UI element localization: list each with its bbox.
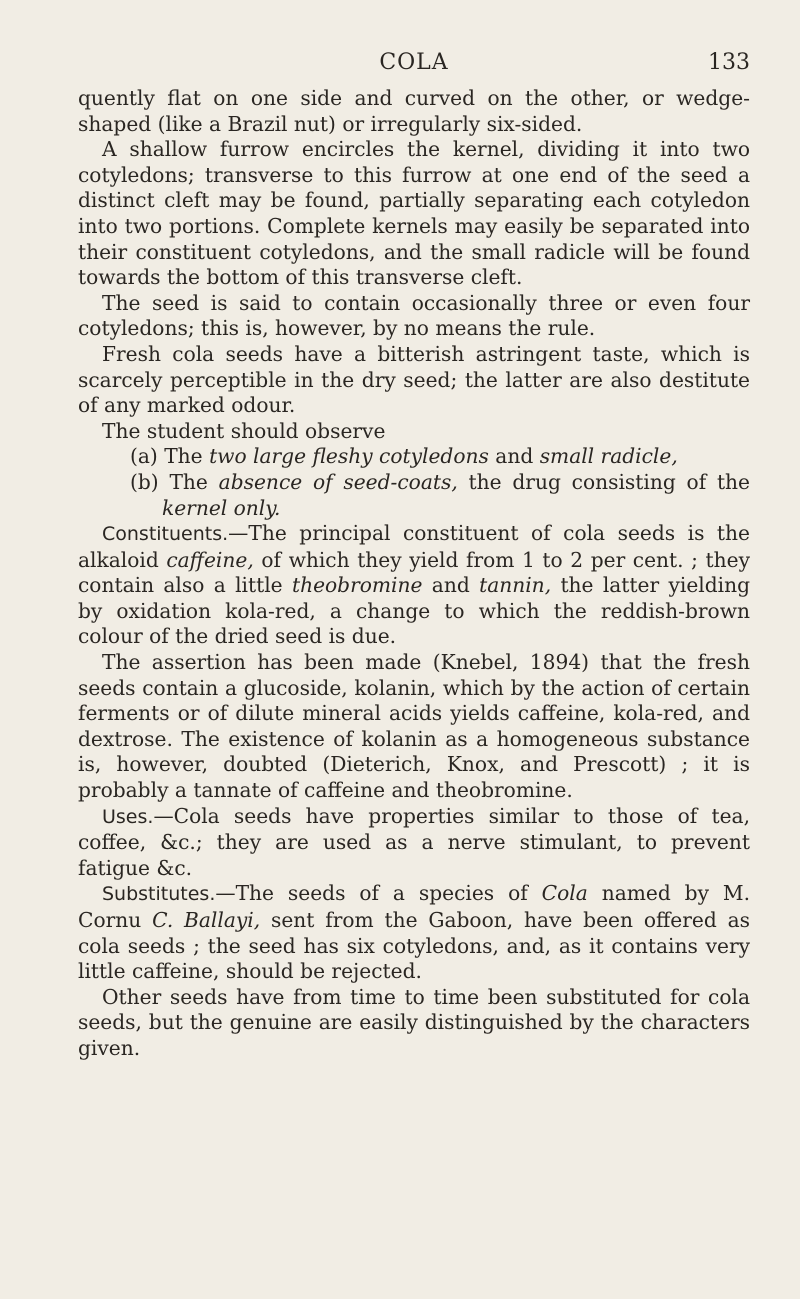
paragraph: The seed is said to contain occasionally three or even four cotyledons; this is, however, by no means the rule. <box>78 290 750 341</box>
text: named by M. Cornu <box>78 881 751 932</box>
text: sent from the Gaboon, have been offered as cola seeds ; the seed has six cotyledons, and, as it contains very little caffeine, should be rejected. <box>78 908 750 984</box>
list-text: and <box>495 444 534 469</box>
paragraph: Other seeds have from time to time been substituted for cola seeds, but the genuine are easily distinguished by the characters given. <box>78 984 750 1060</box>
list-emphasis: small radicle, <box>539 444 678 469</box>
paragraph: The assertion has been made (Knebel, 1894) that the fresh seeds contain a glucoside, kolanin, which by the action of certain ferments or of dilute mineral acids yields caffeine, kola-red, and dextrose. The existence of kolanin as a homogeneous substance is, however, doubted (Dieterich, Knox, and Prescott) ; it is probably a tannate of caffeine and theobromine. <box>78 650 750 803</box>
text: —The seeds of a species of <box>215 881 528 906</box>
paragraph: quently flat on one side and curved on the other, or wedge-shaped (like a Brazil nut) or irregularly six-sided. <box>78 86 750 136</box>
section-heading: Substitutes. <box>102 883 216 906</box>
list-emphasis: two large fleshy cotyledons <box>209 444 489 469</box>
list-emphasis: absence of seed-coats, <box>218 469 458 494</box>
text: of which they yield from 1 to 2 per cent. ; they contain also a little <box>78 547 751 598</box>
constituents-paragraph <box>78 521 750 650</box>
list-emphasis: kernel only. <box>162 495 281 520</box>
page-body <box>78 86 750 1062</box>
text: —Cola seeds have properties similar to those of tea, coffee, &c.; they are used as a nerve stimulant, to prevent fatigue &c. <box>78 803 750 880</box>
observe-list <box>78 444 750 521</box>
paragraph: Fresh cola seeds have a bitterish astringent taste, which is scarcely perceptible in the dry seed; the latter are also destitute of any marked odour. <box>78 341 750 418</box>
emphasis: caffeine, <box>166 547 254 572</box>
text: the latter yielding by oxidation kola-red, a change to which the reddish-brown colour of the dried seed is due. <box>78 573 751 649</box>
running-title: COLA <box>379 50 449 75</box>
list-marker: (a) <box>130 444 158 469</box>
text: —The principal constituent of cola seeds is the alkaloid <box>78 521 750 572</box>
emphasis: C. Ballayi, <box>152 908 261 932</box>
section-heading: Constituents. <box>102 523 229 546</box>
list-item <box>78 470 750 521</box>
section-heading: Uses. <box>102 805 154 828</box>
list-text: The <box>169 469 208 494</box>
list-marker: (b) <box>130 469 159 494</box>
paragraph: A shallow furrow encircles the kernel, dividing it into two cotyledons; transverse to this furrow at one end of the seed a distinct cleft may be found, partially separating each cotyledon into two portions. Complete kernels may easily be separated into their constituent cotyledons, and the small radicle will be found towards the bottom of this transverse cleft. <box>78 137 750 290</box>
paragraph: The student should observe <box>102 418 386 443</box>
page-number: 133 <box>708 50 750 75</box>
uses-paragraph <box>78 804 750 882</box>
text: and <box>431 573 470 598</box>
emphasis: theobromine <box>291 573 423 598</box>
list-text: The <box>164 444 203 469</box>
emphasis: tannin, <box>479 573 552 598</box>
substitutes-paragraph <box>78 881 750 984</box>
emphasis: Cola <box>541 881 588 906</box>
list-item <box>78 444 750 470</box>
page-header <box>78 50 750 80</box>
list-text: the drug consisting of the <box>468 469 750 494</box>
